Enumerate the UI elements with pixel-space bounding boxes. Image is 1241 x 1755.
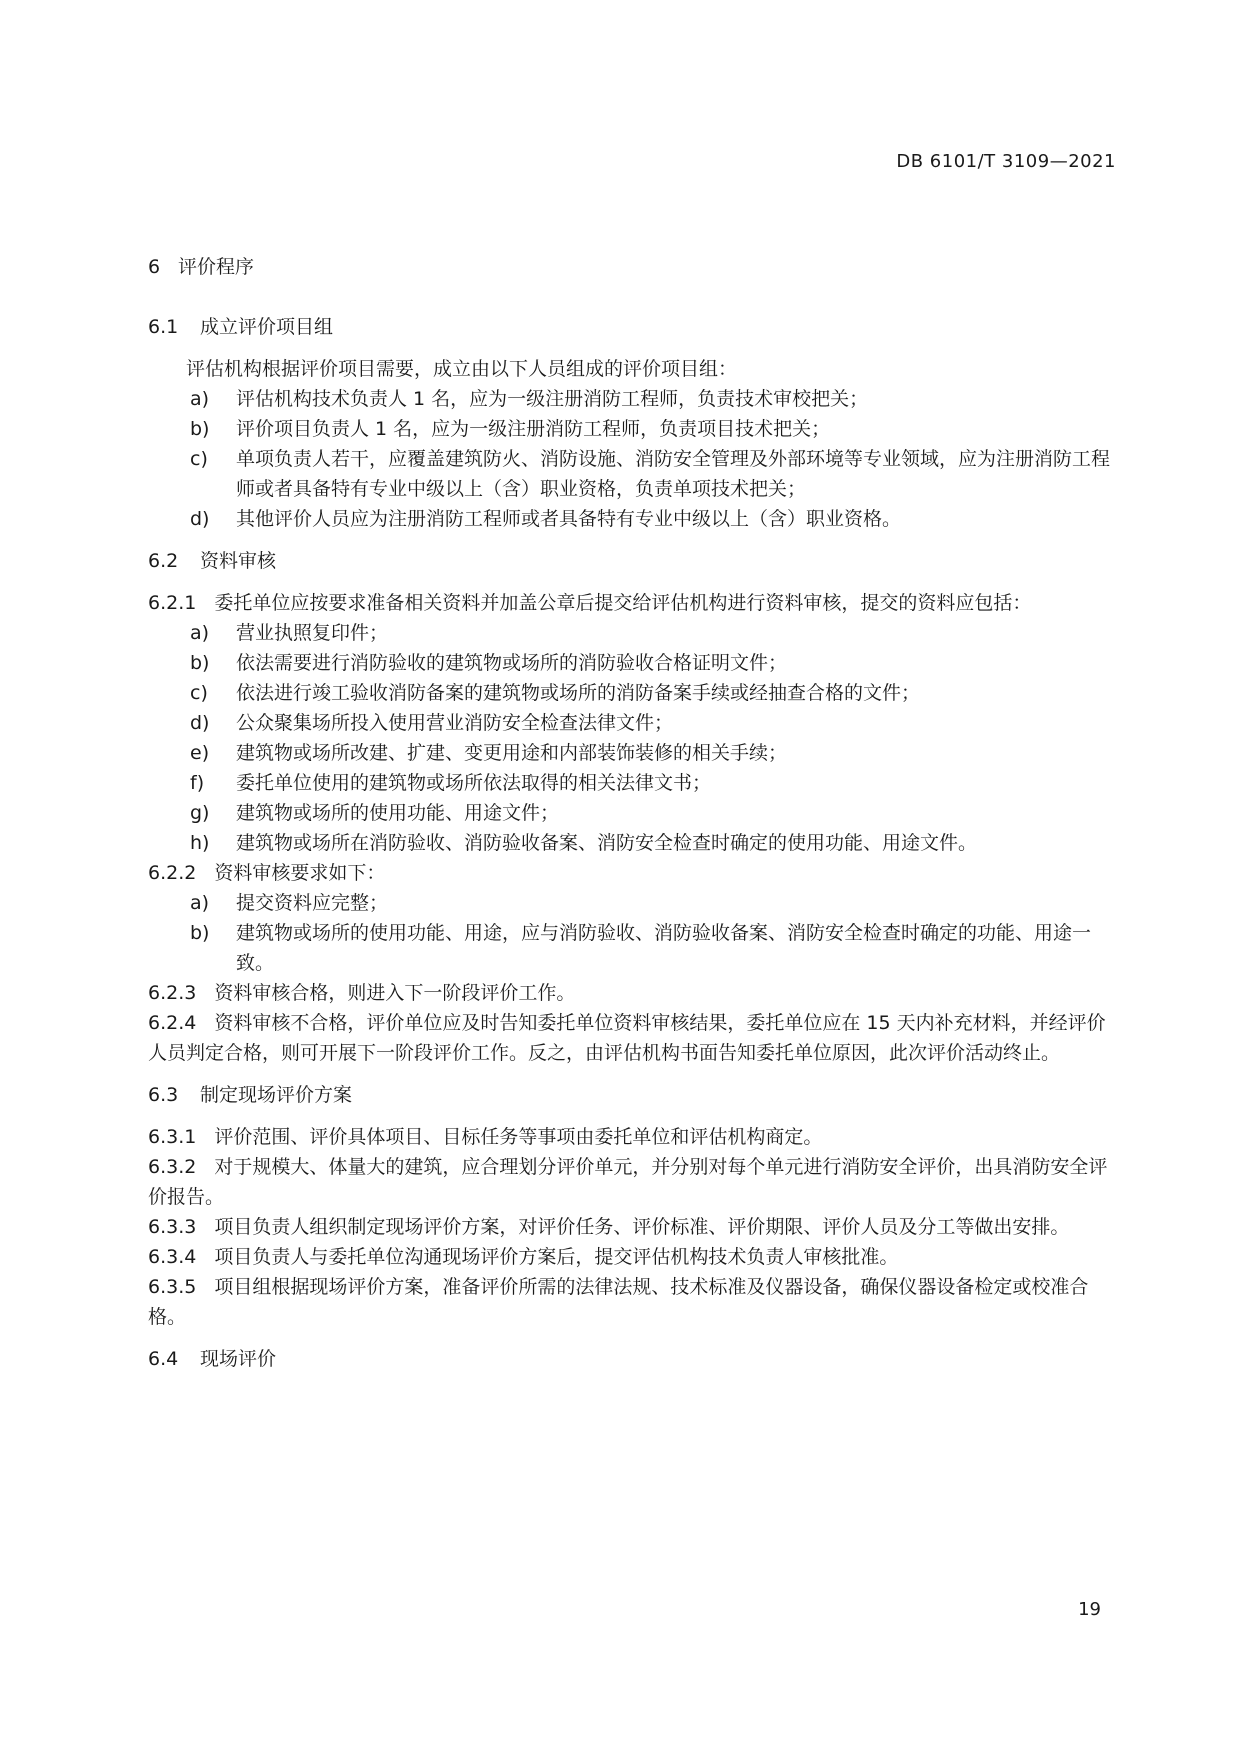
chapter-number: 6 [148,256,161,278]
list-item [148,828,1118,858]
clause-6-2-1 [148,588,1118,618]
list-item-text: 建筑物或场所的使用功能、用途，应与消防验收、消防验收备案、消防安全检查时确定的功能、用途一致。 [236,922,1092,974]
list-item-text: 单项负责人若干，应覆盖建筑防火、消防设施、消防安全管理及外部环境等专业领域，应为注册消防工程师或者具备特有专业中级以上（含）职业资格，负责单项技术把关； [236,448,1111,500]
list-marker: d) [190,712,210,734]
clause-text: 委托单位应按要求准备相关资料并加盖公章后提交给评估机构进行资料审核，提交的资料应包括： [214,592,1032,614]
clause-number: 6.3.5 [148,1276,197,1298]
list-marker: c) [190,448,208,470]
list-marker: a) [190,892,210,914]
list-item [148,768,1118,798]
list-item-text: 建筑物或场所改建、扩建、变更用途和内部装饰装修的相关手续； [236,742,788,764]
list-marker: d) [190,508,210,530]
section-heading-6-4 [148,1344,1118,1374]
clause-number: 6.2.2 [148,862,197,884]
list-item [148,678,1118,708]
section-heading-6-3 [148,1080,1118,1110]
clause-number: 6.3.2 [148,1156,197,1178]
list-marker: a) [190,388,210,410]
clause-number: 6.3.4 [148,1246,197,1268]
clause-text: 项目负责人组织制定现场评价方案，对评价任务、评价标准、评价期限、评价人员及分工等做出安排。 [214,1216,1070,1238]
section-title: 制定现场评价方案 [200,1084,353,1106]
list-item [148,648,1118,678]
list-item-text: 建筑物或场所的使用功能、用途文件； [236,802,560,824]
clause-6-3-2 [148,1152,1118,1212]
list-marker: b) [190,652,210,674]
list-item-text: 营业执照复印件； [236,622,389,644]
section-number: 6.2 [148,550,179,572]
section-title: 成立评价项目组 [200,316,334,338]
clause-text: 资料审核不合格，评价单位应及时告知委托单位资料审核结果，委托单位应在 15 天内补充材料，并经评价人员判定合格，则可开展下一阶段评价工作。反之，由评估机构书面告知委托单位原因，此次评价活动终止。 [148,1012,1106,1064]
chapter-heading [148,252,1118,282]
list-marker: b) [190,418,210,440]
clause-number: 6.2.3 [148,982,197,1004]
clause-number: 6.2.1 [148,592,197,614]
clause-text: 评价范围、评价具体项目、目标任务等事项由委托单位和评估机构商定。 [214,1126,823,1148]
list-item-text: 委托单位使用的建筑物或场所依法取得的相关法律文书； [236,772,712,794]
clause-6-3-5 [148,1272,1118,1332]
clause-6-3-4 [148,1242,1118,1272]
list-item-text: 依法需要进行消防验收的建筑物或场所的消防验收合格证明文件； [236,652,788,674]
list-marker: a) [190,622,210,644]
list-item-text: 评价项目负责人 1 名，应为一级注册消防工程师，负责项目技术把关； [236,418,831,440]
list-item-text: 其他评价人员应为注册消防工程师或者具备特有专业中级以上（含）职业资格。 [236,508,902,530]
clause-text: 对于规模大、体量大的建筑，应合理划分评价单元，并分别对每个单元进行消防安全评价，出具消防安全评价报告。 [148,1156,1108,1208]
list-marker: g) [190,802,210,824]
list-item [148,444,1118,504]
list-item-text: 公众聚集场所投入使用营业消防安全检查法律文件； [236,712,674,734]
list-marker: f) [190,772,205,794]
list-item-text: 建筑物或场所在消防验收、消防验收备案、消防安全检查时确定的使用功能、用途文件。 [236,832,978,854]
section-number: 6.3 [148,1084,179,1106]
clause-number: 6.2.4 [148,1012,197,1034]
list-item [148,888,1118,918]
section-heading-6-1 [148,312,1118,342]
list-item [148,504,1118,534]
clause-text: 项目组根据现场评价方案，准备评价所需的法律法规、技术标准及仪器设备，确保仪器设备检定或校准合格。 [148,1276,1089,1328]
paragraph: 评估机构根据评价项目需要，成立由以下人员组成的评价项目组： [186,358,738,380]
document-code: DB 6101/T 3109—2021 [896,151,1116,172]
list-item [148,708,1118,738]
section-heading-6-2 [148,546,1118,576]
clause-6-2-3 [148,978,1118,1008]
list-item [148,414,1118,444]
clause-6-3-3 [148,1212,1118,1242]
list-item [148,798,1118,828]
section-title: 现场评价 [200,1348,277,1370]
clause-number: 6.3.1 [148,1126,197,1148]
list-item-text: 提交资料应完整； [236,892,389,914]
list-marker: b) [190,922,210,944]
list-item [148,384,1118,414]
list-marker: e) [190,742,210,764]
section-number: 6.1 [148,316,179,338]
clause-number: 6.3.3 [148,1216,197,1238]
list-item [148,618,1118,648]
list-item-text: 评估机构技术负责人 1 名，应为一级注册消防工程师，负责技术审校把关； [236,388,869,410]
section-title: 资料审核 [200,550,277,572]
clause-text: 资料审核要求如下： [214,862,386,884]
list-marker: h) [190,832,210,854]
list-marker: c) [190,682,208,704]
page-number: 19 [1078,1599,1101,1620]
clause-text: 项目负责人与委托单位沟通现场评价方案后，提交评估机构技术负责人审核批准。 [214,1246,899,1268]
chapter-title: 评价程序 [178,256,255,278]
clause-6-3-1 [148,1122,1118,1152]
clause-6-2-2 [148,858,1118,888]
list-item [148,918,1118,978]
document-body [148,252,1118,1386]
clause-text: 资料审核合格，则进入下一阶段评价工作。 [214,982,576,1004]
clause-6-2-4 [148,1008,1118,1068]
list-item [148,738,1118,768]
list-item-text: 依法进行竣工验收消防备案的建筑物或场所的消防备案手续或经抽查合格的文件； [236,682,921,704]
section-number: 6.4 [148,1348,179,1370]
